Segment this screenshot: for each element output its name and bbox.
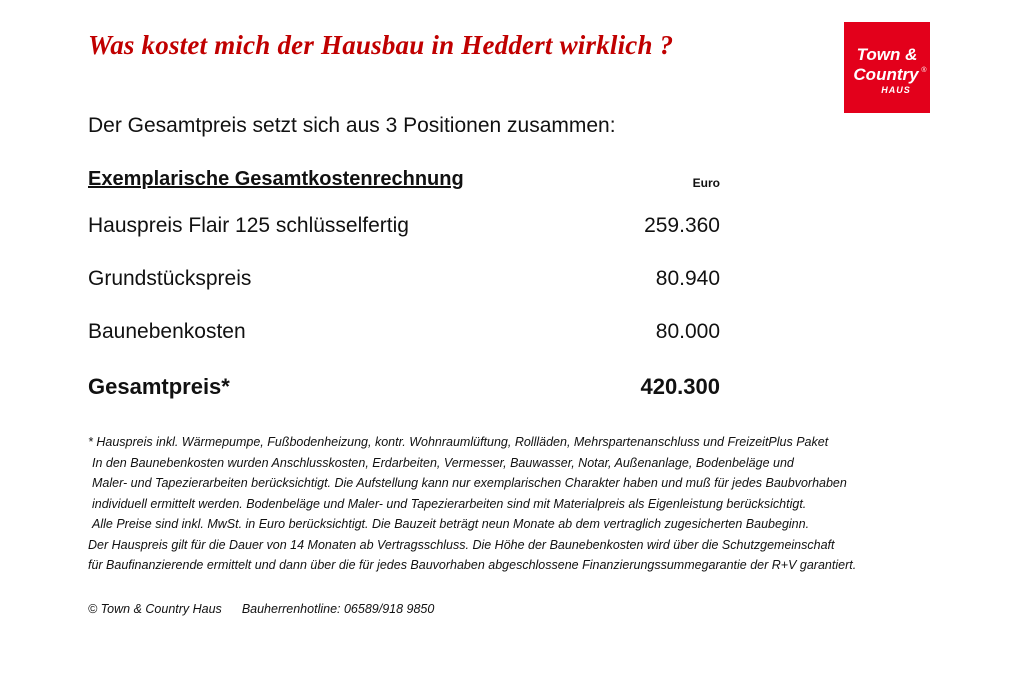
total-label: Gesamtpreis* xyxy=(88,374,230,399)
logo-line-2: Country xyxy=(853,65,919,84)
footnote-line: Alle Preise sind inkl. MwSt. in Euro berücksichtigt. Die Bauzeit beträgt neun Monate ab dem vertraglich zugesicherten Baubeginn. xyxy=(92,517,810,531)
cost-row-value: 259.360 xyxy=(644,214,720,237)
footnote xyxy=(88,432,998,576)
footnote-line: individuell ermittelt werden. Bodenbeläge und Maler- und Tapezierarbeiten sind mit Materialpreis als Eigenleistung berücksichtigt. xyxy=(92,496,807,511)
page-title: Was kostet mich der Hausbau in Heddert wirklich ? xyxy=(88,30,674,60)
logo-line-3: HAUS xyxy=(881,85,911,95)
footnote-line: In den Baunebenkosten wurden Anschlusskosten, Erdarbeiten, Vermesser, Bauwasser, Notar, Außenanlage, Bodenbeläge und xyxy=(92,455,794,470)
logo-line-1: Town & xyxy=(856,45,918,64)
cost-row-label: Grundstückspreis xyxy=(88,267,252,290)
intro-text: Der Gesamtpreis setzt sich aus 3 Positionen zusammen: xyxy=(88,114,616,137)
hotline-text: Bauherrenhotline: 06589/918 9850 xyxy=(241,602,435,616)
footnote-line: Der Hauspreis gilt für die Dauer von 14 Monaten ab Vertragsschluss. Die Höhe der Baunebenkosten wird über die Schutzgemeinschaft xyxy=(88,537,835,552)
currency-label: Euro xyxy=(692,176,720,190)
footer xyxy=(88,602,434,616)
footnote-line: für Baufinanzierende ermittelt und dann über die für jedes Bauvorhaben abgeschlossene Finanzierungssummegarantie der R+V garantiert. xyxy=(88,558,857,572)
town-country-logo xyxy=(844,22,930,113)
copyright-text: © Town & Country Haus xyxy=(88,602,222,616)
total-value: 420.300 xyxy=(640,374,720,399)
cost-row-value: 80.940 xyxy=(655,267,720,290)
cost-row-label: Baunebenkosten xyxy=(88,320,246,343)
cost-row-label: Hauspreis Flair 125 schlüsselfertig xyxy=(88,214,409,237)
footnote-line: * Hauspreis inkl. Wärmepumpe, Fußbodenheizung, kontr. Wohnraumlüftung, Rollläden, Mehrspartenanschluss und FreizeitPlus Paket xyxy=(88,435,829,449)
logo-registered-mark: ® xyxy=(921,67,927,74)
cost-row-value: 80.000 xyxy=(655,320,720,343)
cost-table-heading: Exemplarische Gesamtkostenrechnung xyxy=(88,168,464,190)
footnote-line: Maler- und Tapezierarbeiten berücksichtigt. Die Aufstellung kann nur exemplarischen Charakter haben und muß für jedes Baubvorhaben xyxy=(92,476,847,490)
